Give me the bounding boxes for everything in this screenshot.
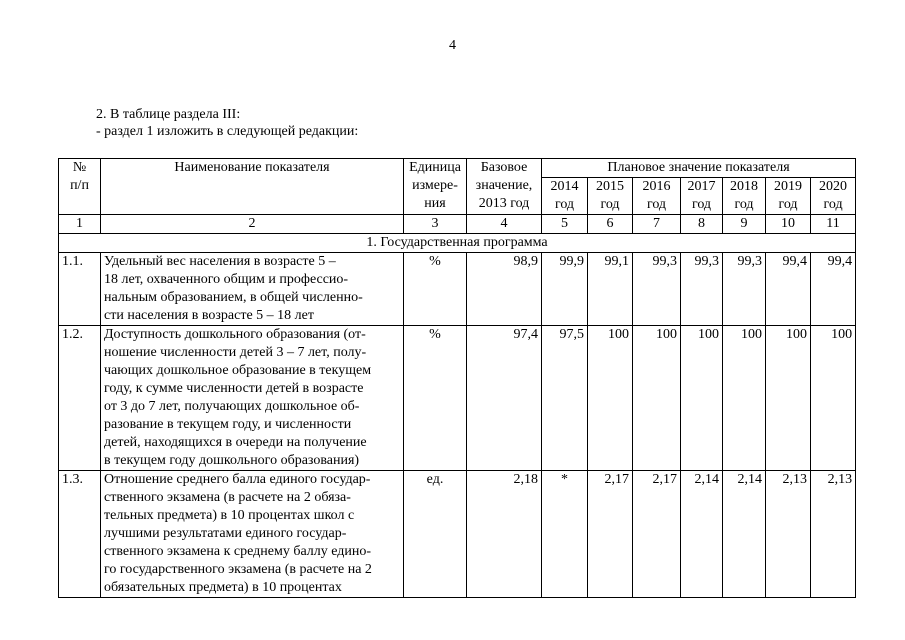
year-unit: год (691, 197, 712, 212)
row-num: 1.3. (59, 471, 101, 598)
column-number: 11 (811, 215, 856, 234)
row-name-line: ношение численности детей 3 – 7 лет, полу- (104, 345, 367, 360)
row-name-line: Отношение среднего балла единого государ- (104, 472, 371, 487)
row-value: 99,4 (766, 253, 811, 326)
row-name-line: Доступность дошкольного образования (от- (104, 327, 366, 342)
header-num-line-1: № (72, 160, 87, 175)
row-name-line: Удельный вес населения в возрасте 5 – (104, 254, 336, 269)
header-unit-line-2: измере- (412, 178, 458, 193)
row-value: 100 (633, 326, 681, 471)
year-unit: год (600, 197, 620, 212)
row-name-line: го государственного экзамена (в расчете на 2 (104, 562, 372, 577)
header-name: Наименование показателя (101, 159, 404, 215)
row-name (101, 326, 404, 471)
header-base (467, 159, 542, 215)
column-number: 3 (404, 215, 467, 234)
year-label: 2016 (642, 179, 671, 194)
row-name-line: нальным образованием, в общей численно- (104, 290, 363, 305)
row-value: 2,17 (588, 471, 633, 598)
table-row (59, 471, 856, 598)
year-unit: год (554, 197, 575, 212)
column-number: 5 (542, 215, 588, 234)
header-base-line-3: 2013 год (478, 196, 530, 211)
row-name (101, 471, 404, 598)
year-label: 2014 (550, 179, 579, 194)
row-unit: % (404, 326, 467, 471)
row-value: 99,3 (633, 253, 681, 326)
page-number: 4 (449, 38, 456, 53)
header-base-line-1: Базовое (480, 160, 528, 175)
row-base: 98,9 (467, 253, 542, 326)
column-number: 4 (467, 215, 542, 234)
row-name-line: 18 лет, охваченного общим и профессио- (104, 272, 349, 287)
table-row (59, 326, 856, 471)
header-base-line-2: значение, (475, 178, 533, 193)
year-label: 2017 (687, 179, 716, 194)
header-year-2018 (723, 178, 766, 215)
row-value: 100 (681, 326, 723, 471)
row-unit: ед. (404, 471, 467, 598)
header-num (59, 159, 101, 215)
row-value: 100 (766, 326, 811, 471)
row-name-line: детей, находящихся в очереди на получение (104, 435, 367, 450)
row-value: 2,17 (633, 471, 681, 598)
year-unit: год (734, 197, 754, 212)
row-name-line: тельных предмета) в 10 процентах школ с (104, 508, 355, 523)
row-name-line: ственного экзамена (в расчете на 2 обяза- (104, 490, 351, 505)
year-label: 2018 (730, 179, 758, 194)
row-num: 1.1. (59, 253, 101, 326)
row-name-line: чающих дошкольное образование в текущем (104, 363, 372, 378)
table-row (59, 253, 856, 326)
row-unit: % (404, 253, 467, 326)
column-number: 2 (101, 215, 404, 234)
header-num-line-2: п/п (70, 178, 89, 193)
header-planned: Плановое значение показателя (542, 159, 856, 178)
row-base: 97,4 (467, 326, 542, 471)
intro-line-1: 2. В таблице раздела III: (96, 107, 241, 122)
row-value: 97,5 (542, 326, 588, 471)
header-unit (404, 159, 467, 215)
row-name-line: разование в текущем году, и численности (104, 417, 352, 432)
column-number: 6 (588, 215, 633, 234)
row-value: 100 (588, 326, 633, 471)
column-number: 1 (59, 215, 101, 234)
column-number: 8 (681, 215, 723, 234)
header-year-2020 (811, 178, 856, 215)
header-year-2019 (766, 178, 811, 215)
row-value: 2,13 (811, 471, 856, 598)
row-num: 1.2. (59, 326, 101, 471)
row-name-line: в текущем году дошкольного образования) (104, 453, 360, 468)
row-value: 99,4 (811, 253, 856, 326)
year-unit: год (646, 197, 667, 212)
header-year-2014 (542, 178, 588, 215)
intro-line-2: - раздел 1 изложить в следующей редакции: (96, 124, 359, 139)
row-name-line: сти населения в возрасте 5 – 18 лет (104, 308, 314, 323)
row-name-line: обязательных предмета) в 10 процентах (104, 580, 342, 595)
year-label: 2020 (819, 179, 848, 194)
row-value: 2,14 (723, 471, 766, 598)
section-row (59, 234, 856, 253)
row-name-line: лучшими результатами единого государ- (104, 526, 347, 541)
row-base: 2,18 (467, 471, 542, 598)
row-name-line: ственного экзамена к среднему баллу едино- (104, 544, 372, 559)
column-number: 9 (723, 215, 766, 234)
row-value: 99,9 (542, 253, 588, 326)
section-title: 1. Государственная программа (59, 234, 856, 253)
row-value: * (542, 471, 588, 598)
header-unit-line-1: Единица (409, 160, 461, 175)
column-number: 10 (766, 215, 811, 234)
row-value: 100 (723, 326, 766, 471)
row-value: 2,14 (681, 471, 723, 598)
year-unit: год (778, 197, 798, 212)
row-name-line: от 3 до 7 лет, получающих дошкольное об- (104, 399, 360, 414)
header-row-1 (59, 159, 856, 178)
year-label: 2015 (596, 179, 624, 194)
row-value: 2,13 (766, 471, 811, 598)
intro-text (96, 106, 358, 140)
row-value: 99,3 (681, 253, 723, 326)
year-unit: год (823, 197, 843, 212)
row-name (101, 253, 404, 326)
row-value: 99,3 (723, 253, 766, 326)
row-value: 99,1 (588, 253, 633, 326)
year-label: 2019 (774, 179, 802, 194)
indicators-table (58, 158, 856, 598)
column-number: 7 (633, 215, 681, 234)
header-year-2015 (588, 178, 633, 215)
column-number-row (59, 215, 856, 234)
header-year-2017 (681, 178, 723, 215)
header-year-2016 (633, 178, 681, 215)
header-unit-line-3: ния (424, 196, 446, 211)
row-value: 100 (811, 326, 856, 471)
row-name-line: году, к сумме численности детей в возрасте (104, 381, 364, 396)
